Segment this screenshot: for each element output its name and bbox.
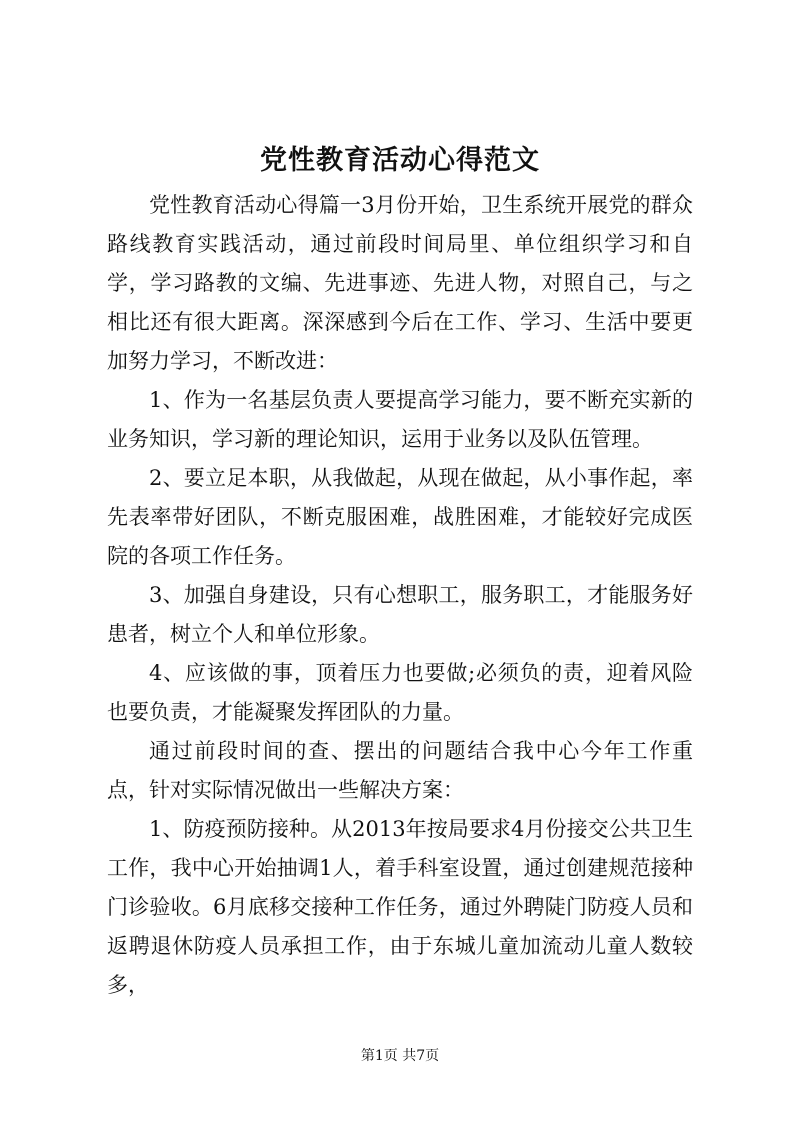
paragraph-item-3: 3、加强自身建设，只有心想职工，服务职工，才能服务好患者，树立个人和单位形象。 (107, 583, 693, 646)
page-number-footer: 第1页 共7页 (360, 1048, 440, 1064)
paragraph-solution-1: 1、防疫预防接种。从2013年按局要求4月份接交公共卫生工作，我中心开始抽调1人，着手科室设置，通过创建规范接种门诊验收。6月底移交接种工作任务，通过外聘陡门防疫人员和返聘退休防疫人员承担工作，由于东城儿童加流动儿童人数较多， (107, 817, 693, 997)
paragraph-solutions-intro: 通过前段时间的查、摆出的问题结合我中心今年工作重点，针对实际情况做出一些解决方案： (107, 739, 693, 802)
paragraph-item-2: 2、要立足本职，从我做起，从现在做起，从小事作起，率先表率带好团队，不断克服困难，战胜困难，才能较好完成医院的各项工作任务。 (107, 466, 693, 568)
paragraph-intro: 党性教育活动心得篇一3月份开始，卫生系统开展党的群众路线教育实践活动，通过前段时间局里、单位组织学习和自学，学习路教的文编、先进事迹、先进人物，对照自己，与之相比还有很大距离。深深感到今后在工作、学习、生活中要更加努力学习，不断改进： (107, 193, 693, 373)
paragraph-item-1: 1、作为一名基层负责人要提高学习能力，要不断充实新的业务知识，学习新的理论知识，运用于业务以及队伍管理。 (107, 388, 693, 451)
paragraph-item-4: 4、应该做的事，顶着压力也要做;必须负的责，迎着风险也要负责，才能凝聚发挥团队的力量。 (107, 661, 693, 724)
document-body (107, 186, 693, 1005)
document-title: 党性教育活动心得范文 (260, 145, 540, 176)
